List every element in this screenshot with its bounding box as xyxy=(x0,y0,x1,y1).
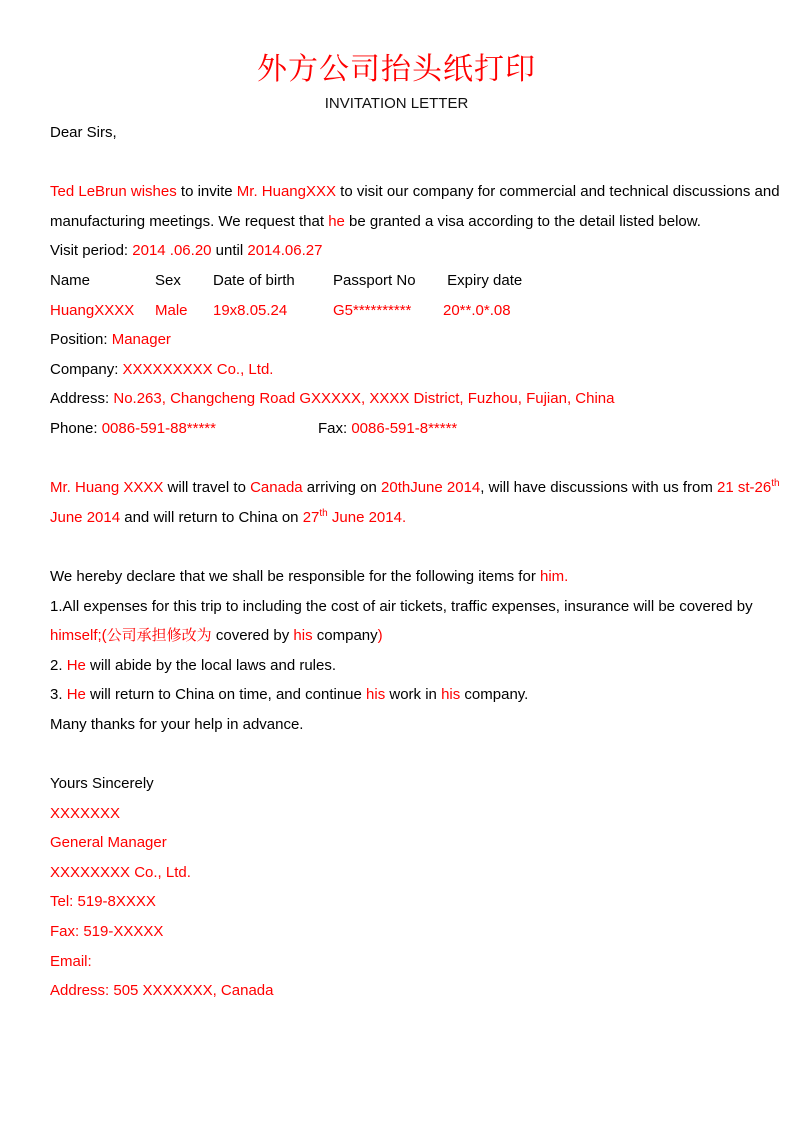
declaration-item-2 xyxy=(50,651,743,681)
text-segment: 2. xyxy=(50,656,67,674)
text-segment: his xyxy=(441,686,461,704)
text-segment: Ted LeBrun wishes xyxy=(50,183,177,201)
text-segment: Dear Sirs, xyxy=(50,124,117,141)
text-segment: he xyxy=(328,212,345,230)
signer-title-line xyxy=(50,828,743,858)
blank-line xyxy=(50,444,743,474)
travel-line-1 xyxy=(50,473,780,503)
text-segment: No.263, Changcheng Road GXXXXX, XXXX District, Fuzhou, Fujian, China xyxy=(113,390,615,408)
text-segment: HuangXXXX xyxy=(50,301,135,319)
text-segment: company. xyxy=(460,686,529,704)
text-segment: Company: xyxy=(50,360,123,378)
signer-email-line xyxy=(50,947,743,977)
text-segment: covered by xyxy=(211,627,294,645)
text-segment: until xyxy=(211,242,248,260)
text-segment: work in xyxy=(385,686,442,704)
text-segment: 20**.0*.08 xyxy=(443,301,511,319)
text-segment: to visit our company for commercial and technical discussions and xyxy=(336,183,780,201)
text-segment: Passport No xyxy=(333,271,416,289)
text-segment: He xyxy=(66,686,86,704)
text-segment: Sex xyxy=(155,271,181,289)
signer-name-line xyxy=(50,799,743,829)
text-segment: him. xyxy=(539,567,569,585)
closing-line xyxy=(50,769,743,799)
text-segment: Tel: 519-8XXXX xyxy=(50,893,156,911)
text-segment: 20thJune 2014 xyxy=(381,479,481,497)
text-segment: Email: xyxy=(50,952,92,970)
letter-body xyxy=(50,118,780,1006)
table-cell xyxy=(155,296,213,326)
travel-line-2 xyxy=(50,503,743,533)
blank-line xyxy=(50,532,743,562)
intro-line-1 xyxy=(50,177,780,207)
text-segment: Fax: 519-XXXXX xyxy=(50,923,164,941)
text-segment: , will have discussions with us from xyxy=(480,479,718,497)
text-segment: General Manager xyxy=(50,834,167,852)
company-line xyxy=(50,355,743,385)
text-segment: XXXXXXX xyxy=(50,804,121,822)
text-segment: be granted a visa according to the detail listed below. xyxy=(344,212,701,230)
blank-line xyxy=(50,739,743,769)
visit-period-line xyxy=(50,236,743,266)
text-segment: himself;(公司承担修改为 xyxy=(50,627,212,645)
text-segment: will travel to xyxy=(163,479,251,497)
declaration-item-1b xyxy=(50,621,743,651)
blank-line xyxy=(50,148,743,178)
letter-title: 外方公司抬头纸打印 xyxy=(257,52,536,87)
declaration-intro-line xyxy=(50,562,743,592)
table-cell xyxy=(50,266,155,296)
text-segment: Expiry date xyxy=(443,271,523,289)
text-segment: Fax: xyxy=(318,419,352,437)
text-segment: June 2014. xyxy=(327,508,407,526)
text-segment: 3. xyxy=(50,686,67,704)
text-segment: XXXXXXXX Co., Ltd. xyxy=(50,863,191,881)
text-segment: 2014 .06.20 xyxy=(132,242,212,260)
signer-fax-line xyxy=(50,917,743,947)
letter-subtitle: INVITATION LETTER xyxy=(324,95,469,112)
text-segment: Position: xyxy=(50,331,112,349)
text-segment: Address: 505 XXXXXXX, Canada xyxy=(50,982,274,1000)
table-cell xyxy=(333,266,443,296)
text-segment: Name xyxy=(50,271,91,289)
text-segment: 21 st-26 xyxy=(717,479,772,497)
table-cell xyxy=(213,296,333,326)
table-cell xyxy=(213,266,333,296)
table-header-row xyxy=(50,266,743,296)
text-segment: Address: xyxy=(50,390,114,408)
intro-line-2 xyxy=(50,207,743,237)
signer-tel-line xyxy=(50,887,743,917)
text-segment: will return to China on time, and continue xyxy=(85,686,367,704)
position-line xyxy=(50,325,743,355)
table-cell xyxy=(155,266,213,296)
signer-company-line xyxy=(50,858,743,888)
signer-address-line xyxy=(50,976,743,1006)
text-segment: Mr. HuangXXX xyxy=(236,183,336,201)
text-segment: Canada xyxy=(250,479,303,497)
text-segment: Visit period: xyxy=(50,242,133,260)
text-segment: 27 xyxy=(302,508,320,526)
text-segment: ) xyxy=(377,627,383,645)
declaration-item-3 xyxy=(50,680,743,710)
text-segment: June 2014 xyxy=(50,508,121,526)
text-segment: He xyxy=(66,656,86,674)
text-segment: arriving on xyxy=(302,479,382,497)
text-segment: 0086-591-8***** xyxy=(351,419,458,437)
table-cell xyxy=(443,296,511,326)
declaration-item-1 xyxy=(50,592,753,622)
text-segment: Phone: xyxy=(50,419,102,437)
text-segment: to invite xyxy=(176,183,237,201)
text-segment: company xyxy=(312,627,378,645)
table-data-row xyxy=(50,296,743,326)
text-segment: th xyxy=(319,507,328,519)
text-segment: 19x8.05.24 xyxy=(213,301,288,319)
table-cell xyxy=(333,296,443,326)
address-line xyxy=(50,384,743,414)
text-segment: his xyxy=(366,686,386,704)
text-segment: G5********** xyxy=(333,301,412,319)
table-cell xyxy=(318,414,457,444)
table-cell xyxy=(50,296,155,326)
text-segment: Date of birth xyxy=(213,271,295,289)
table-cell xyxy=(50,414,318,444)
text-segment: his xyxy=(293,627,313,645)
text-segment: manufacturing meetings. We request that xyxy=(50,212,329,230)
salutation xyxy=(50,118,743,148)
text-segment: Many thanks for your help in advance. xyxy=(50,715,304,733)
text-segment: will abide by the local laws and rules. xyxy=(85,656,337,674)
text-segment: and will return to China on xyxy=(120,508,303,526)
text-segment: Male xyxy=(155,301,188,319)
text-segment: 1.All expenses for this trip to including the cost of air tickets, traffic expenses, insurance will be covered by xyxy=(50,597,753,615)
text-segment: XXXXXXXXX Co., Ltd. xyxy=(122,360,274,378)
phone-fax-line xyxy=(50,414,743,444)
text-segment: 2014.06.27 xyxy=(247,242,323,260)
thanks-line xyxy=(50,710,743,740)
text-segment: Yours Sincerely xyxy=(50,775,154,793)
text-segment: 0086-591-88***** xyxy=(101,419,216,437)
text-segment: Manager xyxy=(111,331,171,349)
text-segment: th xyxy=(771,478,780,490)
text-segment: We hereby declare that we shall be responsible for the following items for xyxy=(50,567,540,585)
table-cell xyxy=(443,266,522,296)
text-segment: Mr. Huang XXXX xyxy=(50,479,164,497)
